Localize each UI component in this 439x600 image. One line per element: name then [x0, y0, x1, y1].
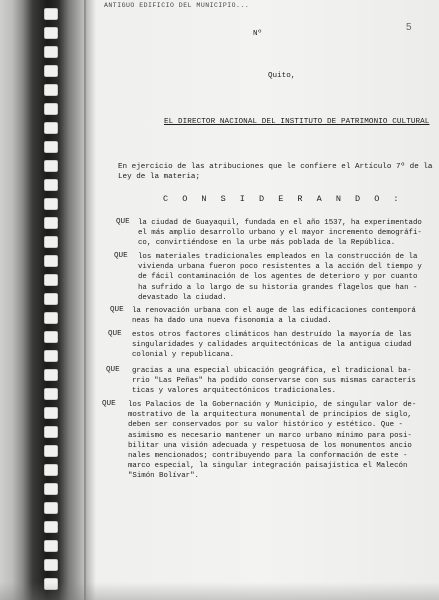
perforation-hole [44, 331, 58, 343]
perforation-hole [44, 274, 58, 286]
perforation-hole [44, 388, 58, 400]
clause-text: la renovación urbana con el auge de las edificaciones contemporá neas ha dado una nueva fisonomía a la ciudad. [132, 307, 416, 326]
perforation-hole [44, 179, 58, 191]
perforation-hole [44, 445, 58, 457]
perforation-hole [44, 27, 58, 39]
clause-text: gracias a una especial ubicación geográfica, el tradicional ba- rrio "Las Peñas" ha podido conservarse con sus mismas caracterís ticas y valores arquitectónicos tradicionales. [132, 367, 416, 396]
header-text: ANTIGUO EDIFICIO DEL MUNICIPIO... [104, 2, 250, 9]
perforation-hole [44, 103, 58, 115]
perforation-hole [44, 502, 58, 514]
clause-label: QUE [106, 366, 120, 374]
clause-label: QUE [116, 218, 130, 226]
page-edge-shadow [84, 0, 96, 600]
perforation-hole [44, 483, 58, 495]
perforation-hole [44, 46, 58, 58]
perforation-hole [44, 141, 58, 153]
perforation-hole [44, 350, 58, 362]
resolution-number-mark: Nº [253, 30, 263, 38]
perforation-holes [44, 0, 62, 600]
perforation-hole [44, 236, 58, 248]
perforation-hole [44, 559, 58, 571]
clause-text: los Palacios de la Gobernación y Municipio, de singular valor de- mostrativo de la arquitectura monumental de principios de siglo, deben ser conservados por su valor histórico y estético. Que - asimismo es necesario mantener un marco urbano mínimo para posi- bilitar una visión adecuada y respetuosa de los monumentos ancio nales mencionados; contribuyendo para la conformación de este - marco especial, la singular integración paisajística el Malecón "Simón Bolívar". [128, 401, 417, 481]
perforation-hole [44, 122, 58, 134]
clause-label: QUE [108, 330, 122, 338]
perforation-hole [44, 312, 58, 324]
clause-text: la ciudad de Guayaquil, fundada en el año 1537, ha experimentado el más amplio desarrollo urbano y el mayor incremento demográfi- co, convirtiéndose en la urbe más poblada de la República. [138, 219, 422, 248]
clause-text: los materiales tradicionales empleados en la construcción de la vivienda urbana fueron poco resistentes a la acción del tiempo y de fácil contaminación de los agentes de deterioro y por cuanto ha sufrido a lo largo de su historia grandes flagelos que han - devastado la ciudad. [138, 253, 422, 302]
perforation-hole [44, 65, 58, 77]
page-number: 5 [406, 22, 412, 33]
perforation-hole [44, 217, 58, 229]
photocopy-bottom-shadow [0, 582, 439, 600]
perforation-hole [44, 426, 58, 438]
perforated-margin-strip [0, 0, 86, 600]
perforation-hole [44, 540, 58, 552]
document-heading: EL DIRECTOR NACIONAL DEL INSTITUTO DE PATRIMONIO CULTURAL [164, 118, 430, 126]
perforation-hole [44, 255, 58, 267]
perforation-hole [44, 407, 58, 419]
considerando-title: C O N S I D E R A N D O : [163, 194, 404, 204]
perforation-hole [44, 369, 58, 381]
perforation-hole [44, 521, 58, 533]
perforation-hole [44, 84, 58, 96]
perforation-hole [44, 8, 58, 20]
opening-clause: En ejercicio de las atribuciones que le confiere el Artículo 7º de la Ley de la materia; [118, 163, 433, 181]
clause-label: QUE [102, 400, 116, 408]
perforation-hole [44, 464, 58, 476]
clause-text: estos otros factores climáticos han destruído la mayoría de las singularidades y calidades arquitectónicas de la antigua ciudad colonial y republicana. [132, 331, 412, 360]
perforation-hole [44, 160, 58, 172]
place-date-line: Quito, [268, 72, 296, 80]
perforation-hole [44, 293, 58, 305]
clause-label: QUE [110, 306, 124, 314]
perforation-hole [44, 198, 58, 210]
clause-label: QUE [114, 252, 128, 260]
